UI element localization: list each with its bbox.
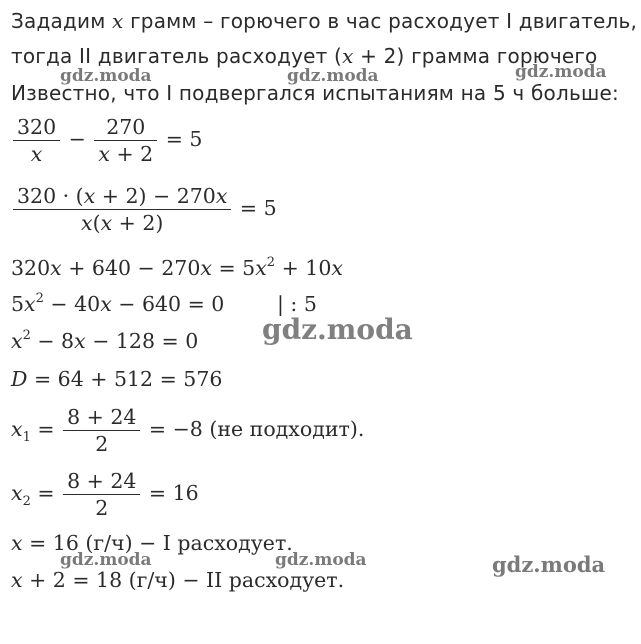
text-fragment: | : 5 [277,292,317,316]
variable-x: x [24,292,36,316]
numerator: 8 + 24 [67,469,137,493]
text-fragment: = 16 (г/ч) − I расходует. [22,531,293,555]
equation-1 [11,114,202,167]
numerator: 8 + 24 [67,405,137,429]
text-fragment: + 2) − 270 [95,184,216,208]
variable-x: x [83,184,96,208]
fraction-combined [13,183,231,236]
variable-x: x [74,329,86,353]
exponent: 2 [22,328,31,343]
equation-8-root-2 [11,468,199,521]
text-fragment: ( [92,211,101,235]
variable-x: x [11,568,23,592]
text-fragment: = 5 [211,256,256,280]
right-hand-side: = −8 (не подходит). [142,417,365,441]
equation-3 [11,256,343,280]
variable-x: x [11,531,23,555]
variable-d: D [11,367,28,391]
variable-x: x [255,256,267,280]
intro-line-2 [11,44,598,68]
numerator: 320 [17,115,57,139]
right-hand-side: = 5 [159,127,203,151]
text-fragment: 5 [11,292,25,316]
exponent: 2 [35,291,44,306]
intro-line-1 [11,9,637,33]
right-hand-side: = 5 [233,196,277,220]
variable-x: x [342,44,354,68]
subscript: 1 [22,430,31,445]
text-fragment: + 2) грамма горючего [353,44,598,68]
fraction-root-2 [63,468,140,521]
text-fragment: + 2 = 18 (г/ч) − II расходует. [22,568,345,592]
variable-x: x [331,256,343,280]
watermark: gdz.moda [275,550,367,570]
denominator [13,209,231,236]
operator: = [30,417,62,441]
equation-5 [11,329,198,353]
equation-9-answer-1 [11,531,293,555]
variable-x: x [200,256,212,280]
equation-2 [11,183,277,236]
watermark: gdz.moda [60,550,152,570]
equation-4 [11,292,224,316]
denominator: 2 [63,494,140,521]
variable-x: x [100,211,113,235]
equation-7-root-1 [11,404,364,457]
numerator: 270 [106,115,146,139]
text-fragment: Зададим [11,9,113,33]
variable-x: x [11,417,23,441]
watermark: gdz.moda [492,552,606,577]
text-fragment: грамм – горючего в час расходует I двигатель, [123,9,638,33]
text-fragment: + 640 − 270 [61,256,201,280]
watermark: gdz.moda [287,66,379,86]
variable-x: x [50,256,62,280]
variable-x: x [81,211,93,235]
text-fragment: − 8 [30,329,75,353]
variable-x: x [11,481,23,505]
text-fragment: + 10 [275,256,332,280]
watermark: gdz.moda [60,66,152,86]
denominator [94,140,157,167]
variable-x: x [30,142,43,166]
fraction-270-over-x-plus-2 [94,114,157,167]
equation-6-discriminant [11,367,222,391]
text-fragment: 320 · ( [17,184,84,208]
fraction-root-1 [63,404,140,457]
variable-x: x [112,9,124,33]
watermark: gdz.moda [262,313,413,346]
variable-x: x [11,329,23,353]
denominator [13,140,60,167]
fraction-320-over-x [13,114,60,167]
text-fragment: − 128 = 0 [85,329,199,353]
watermark: gdz.moda [515,62,607,82]
variable-x: x [215,184,228,208]
text-fragment: 320 [11,256,51,280]
exponent: 2 [266,255,276,270]
text-fragment: тогда II двигатель расходует ( [11,44,343,68]
denominator: 2 [63,430,140,457]
variable-x: x [100,292,112,316]
operator: = [30,481,62,505]
numerator [13,183,231,209]
equation-10-answer-2 [11,568,344,592]
text-fragment: + 2 [109,142,154,166]
text-fragment: − 640 = 0 [111,292,225,316]
operator: − [62,127,93,151]
subscript: 2 [22,494,31,509]
text-fragment: Известно, что I подвергался испытаниям на 5 ч больше: [11,81,619,105]
right-hand-side: = 16 [142,481,199,505]
text-fragment: + 2) [112,211,164,235]
text-fragment: = 64 + 512 = 576 [27,367,223,391]
variable-x: x [98,142,110,166]
text-fragment: − 40 [43,292,101,316]
